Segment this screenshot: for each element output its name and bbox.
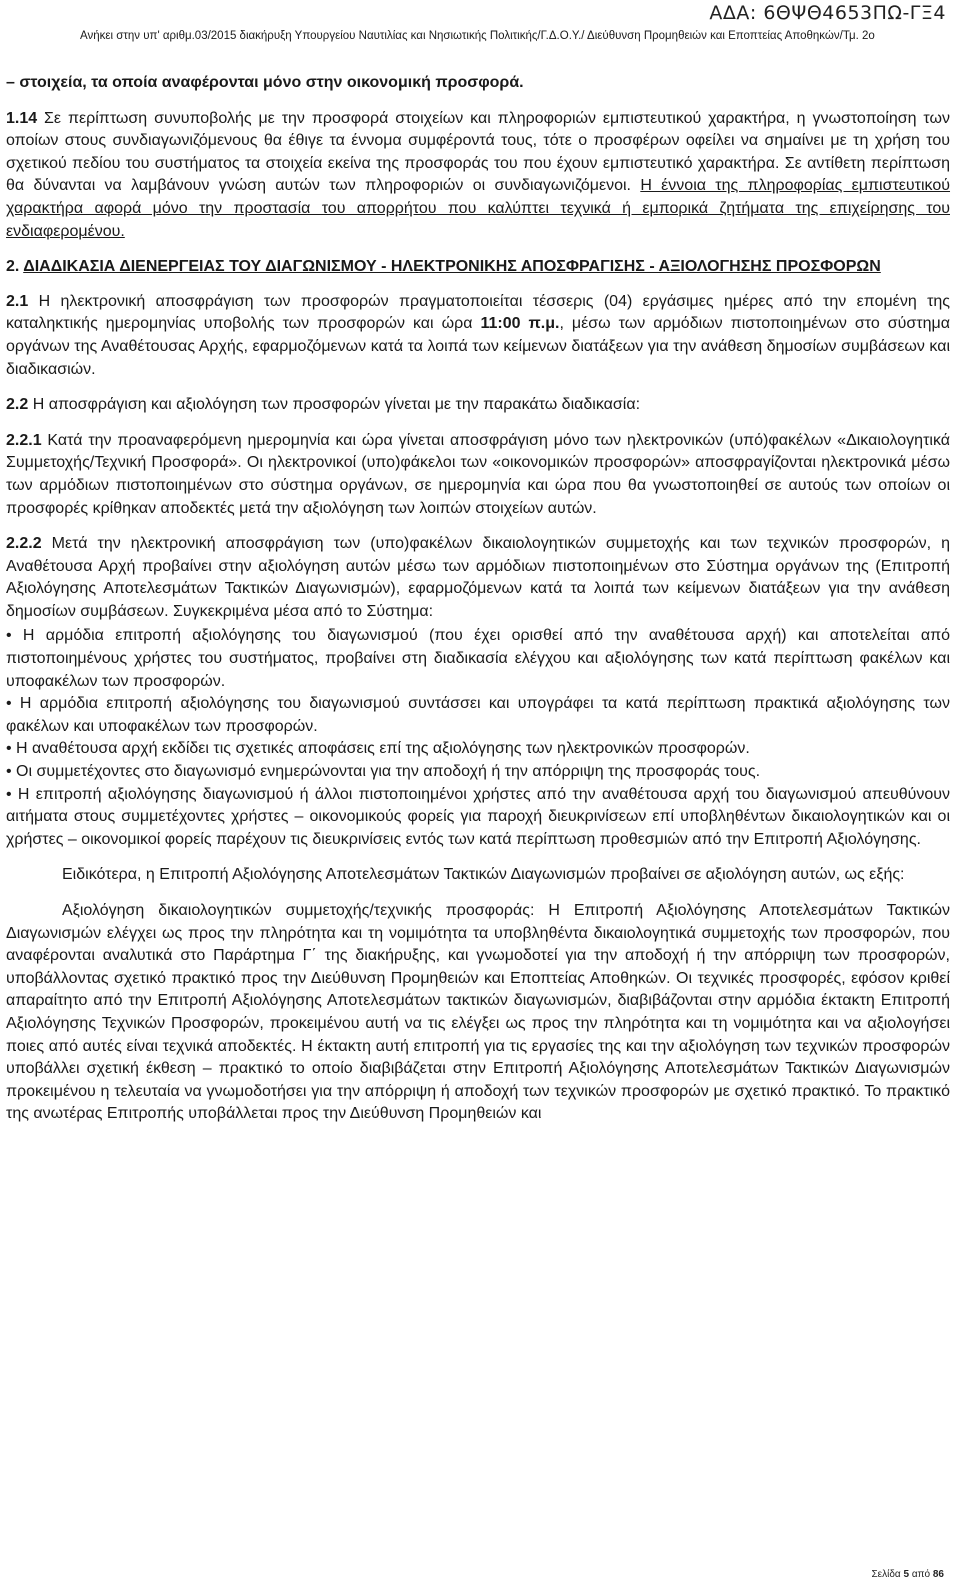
bullet-item: • Οι συμμετέχοντες στο διαγωνισμό ενημερώνονται για την αποδοχή ή την απόρριψη της προσφοράς τους. (6, 763, 761, 781)
paragraph-2-2-2 (6, 533, 950, 623)
clause-number: 2.1 (6, 292, 29, 310)
page-total: 86 (932, 1569, 944, 1580)
paragraph-1-14 (6, 108, 950, 244)
section-number: 2. (6, 258, 20, 276)
bullet-item: • Η αναθέτουσα αρχή εκδίδει τις σχετικές αποφάσεις επί της αξιολόγησης των ηλεκτρονικών προσφορών. (6, 740, 750, 758)
bullet-item: • Η αρμόδια επιτροπή αξιολόγησης του διαγωνισμού συντάσσει και υπογράφει τα κατά περίπτωση πρακτικά αξιολόγησης των φακέλων και υποφακέλων των προσφορών. (6, 695, 950, 735)
clause-text: Μετά την ηλεκτρονική αποσφράγιση των (υπο)φακέλων δικαιολογητικών συμμετοχής και των τεχνικών προσφορών, η Αναθέτουσα Αρχή προβαίνει στην αξιολόγηση αυτών μέσω των αρμόδιων πιστοποιημένων στο Σύστημα οργάνων της (Επιτροπή Αξιολόγησης Αποτελεσμάτων Τακτικών Διαγωνισμών), εφαρμοζόμενων κατά τα λοιπά των κείμενων διατάξεων για την ανάθεση δημοσίων συμβάσεων. Συγκεκριμένα μέσα από το Σύστημα: (6, 535, 950, 620)
clause-text: Σε περίπτωση συνυποβολής με την προσφορά στοιχείων και πληροφοριών εμπιστευτικού χαρακτήρα, η γνωστοποίηση των οποίων στους συνδιαγωνιζόμενους θα έθιγε τα έννομα συμφέροντά τους, τότε ο προσφέρων οφείλει να σημαίνει με τη χρήση του σχετικού πεδίου του συστήματος τα στοιχεία εκείνα της προσφοράς του που έχουν εμπιστευτικό χαρακτήρα. Σε αντίθετη περίπτωση θα δύνανται να λαμβάνουν γνώση αυτών των πληροφοριών οι συνδιαγωνιζόμενοι. (6, 109, 950, 195)
clause-text-continued: , μέσω των αρμόδιων πιστοποιημένων στο σύστημα οργάνων της Αναθέτουσας Αρχής, εφαρμοζόμενων κατά τα λοιπά των κείμενων διατάξεων για την ανάθεση δημοσίων συμβάσεων και διαδικασιών. (6, 315, 950, 378)
section-2-title (6, 256, 950, 279)
clause-text: Κατά την προαναφερόμενη ημερομηνία και ώρα γίνεται αποσφράγιση μόνο των ηλεκτρονικών (υπό)φακέλων «Δικαιολογητικά Συμμετοχής/Τεχνική Προσφορά». Οι ηλεκτρονικοί (υπο)φάκελοι των «οικονομικών προσφορών» αποσφραγίζονται ηλεκτρονικά μέσω των αρμόδιων πιστοποιημένων στο σύστημα οργάνων, σε ημερομηνία και ώρα που θα γνωστοποιηθεί σε αυτούς των οποίων οι προσφορές κρίθηκαν αποδεκτές μετά την αξιολόγηση των λοιπών στοιχείων αυτών. (6, 431, 950, 517)
opening-time: 11:00 π.μ. (480, 315, 560, 333)
paragraph-2-2-1 (6, 430, 950, 520)
clause-number: 1.14 (6, 109, 38, 127)
paragraph-financial-offer: – στοιχεία, τα οποία αναφέρονται μόνο στην οικονομική προσφορά. (6, 74, 524, 91)
clause-number: 2.2.1 (6, 431, 42, 449)
paragraph-evaluation-details: Αξιολόγηση δικαιολογητικών συμμετοχής/τεχνικής προσφοράς: Η Επιτροπή Αξιολόγησης Αποτελεσμάτων Τακτικών Διαγωνισμών ελέγχει ως προς την πληρότητα και τη νομιμότητα τα υποβληθέντα δικαιολογητικά συμμετοχής των προσφορών, που αναφέρονται αναλυτικά στο Παράρτημα Γ΄ της διακήρυξης, και γνωμοδοτεί για την αποδοχή ή την απόρριψη των προσφορών, υποβάλλοντας σχετικό πρακτικό προς την Διεύθυνση Προμηθειών και Εποπτείας Αποθηκών. Οι τεχνικές προσφορές, εφόσον κριθεί απαραίτητο από την Επιτροπή Αξιολόγησης Αποτελεσμάτων τακτικών διαγωνισμών, διαβιβάζονται στην αρμόδια έκτακτη Επιτροπή Αξιολόγησης Τεχνικών Προσφορών, προκειμένου αυτή να τις ελέγξει ως προς την πληρότητα και τη νομιμότητα και να αξιολογήσει ποιες από αυτές είναι τεχνικά αποδεκτές. Η έκτακτη αυτή επιτροπή για τις εργασίες της και την αξιολόγηση των τεχνικών προσφορών υποβάλλει σχετική έκθεση – πρακτικό το οποίο διαβιβάζεται στην Επιτροπή Αξιολόγησης Αποτελεσμάτων Τακτικών Διαγωνισμών προκειμένου η τελευταία να γνωμοδοτήσει για την απόρριψη ή αποδοχή των τεχνικών προσφορών με σχετικό πρακτικό. Το πρακτικό της ανωτέρας Επιτροπής υποβάλλεται προς την Διεύθυνση Προμηθειών και (6, 902, 950, 1123)
clause-text: Η ηλεκτρονική αποσφράγιση των προσφορών πραγματοποιείται τέσσερις (04) εργάσιμες ημέρες από την επομένη της καταληκτικής ημερομηνίας υποβολής των προσφορών και ώρα (6, 292, 950, 333)
paragraph-evaluation-intro: Ειδικότερα, η Επιτροπή Αξιολόγησης Αποτελεσμάτων Τακτικών Διαγωνισμών προβαίνει σε αξιολόγηση αυτών, ως εξής: (62, 866, 905, 884)
document-body (6, 72, 950, 1139)
ada-code: ΑΔΑ: 6ΘΨΘ4653ΠΩ-ΓΞ4 (709, 2, 946, 24)
document-header: Ανήκει στην υπ' αριθμ.03/2015 διακήρυξη Υπουργείου Ναυτιλίας και Νησιωτικής Πολιτικής/Γ.Δ.Ο.Υ./ Διεύθυνση Προμηθειών και Εποπτείας Αποθηκών/Τμ. 2ο (80, 30, 875, 42)
bullet-item: • Η αρμόδια επιτροπή αξιολόγησης του διαγωνισμού (που έχει ορισθεί από την αναθέτουσα αρχή) και αποτελείται από πιστοποιημένους χρήστες του συστήματος, προβαίνει στη διαδικασία ελέγχου και αξιολόγησης των κατά περίπτωση φακέλων και υποφακέλων των προσφορών. (6, 627, 950, 690)
bullet-item: • Η επιτροπή αξιολόγησης διαγωνισμού ή άλλοι πιστοποιημένοι χρήστες από την αναθέτουσα αρχή του διαγωνισμού απευθύνουν αιτήματα στους συμμετέχοντες χρήστες – οικονομικούς φορείς για παροχή διευκρινίσεων επί υποβληθέντων δικαιολογητικών και οι χρήστες – οικονομικοί φορείς παρέχουν τις διευκρινίσεις εντός των κατά περίπτωση προθεσμιών από την Επιτροπή Αξιολόγησης. (6, 785, 950, 848)
page-number: 5 (903, 1569, 910, 1580)
clause-number: 2.2 (6, 396, 29, 414)
paragraph-2-2 (6, 394, 950, 417)
footer-mid: από (909, 1569, 933, 1580)
paragraph-2-1 (6, 291, 950, 381)
footer-prefix: Σελίδα (871, 1569, 904, 1580)
clause-number: 2.2.2 (6, 535, 42, 553)
clause-text: Η αποσφράγιση και αξιολόγηση των προσφορών γίνεται με την παρακάτω διαδικασία: (28, 396, 641, 414)
page-footer (872, 1569, 945, 1580)
clause-underlined-text: Η έννοια της πληροφορίας εμπιστευτικού χαρακτήρα αφορά μόνο την προστασία του απορρήτου που καλύπτει τεχνικά ή εμπορικά ζητήματα της επιχείρησης του ενδιαφερομένου. (6, 177, 951, 240)
section-title: ΔΙΑΔΙΚΑΣΙΑ ΔΙΕΝΕΡΓΕΙΑΣ ΤΟΥ ΔΙΑΓΩΝΙΣΜΟΥ - ΗΛΕΚΤΡΟΝΙΚΗΣ ΑΠΟΣΦΡΑΓΙΣΗΣ - ΑΞΙΟΛΟΓΗΣΗΣ ΠΡΟΣΦΟΡΩΝ (23, 258, 881, 276)
